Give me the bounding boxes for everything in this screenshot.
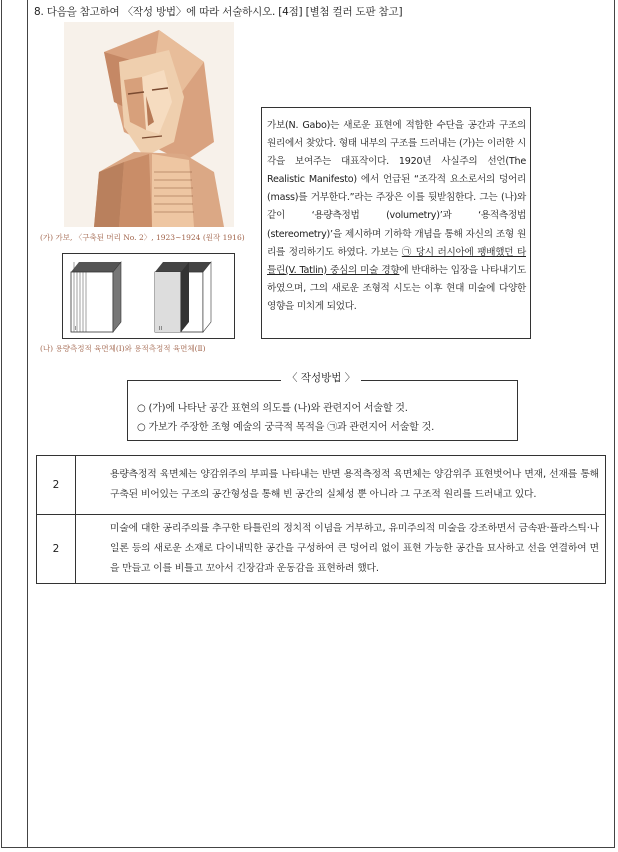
answer-text: 미술에 대한 공리주의를 추구한 타틀린의 정치적 이념을 거부하고, 유미주의적 미술을 강조하면서 금속판·플라스틱·나일론 등의 새로운 소재로 다이내믹한 공간을 구성하여 큰 덩어리 없이 표현 가능한 공간을 묘사하고 선을 연결하여 면을 만들고 이를 비틀고 꼬아서 긴장감과 운동감을 표현하려 했다. [76,515,606,584]
table-row [37,456,606,515]
answer-text: 용량측정적 육면체는 양감위주의 부피를 나타내는 반면 용적측정적 육면체는 양감위주 표현벗어나 면재, 선재를 통해 구축된 비어있는 구조의 공간형성을 통해 빈 공간의 실체성 뿐 아니라 그 구조적 원리를 드러내고 있다. [76,456,606,515]
table-row [37,515,606,584]
method-item-1: ○ (가)에 나타난 공간 표현의 의도를 (나)와 관련지어 서술할 것. [137,403,408,414]
passage-part2: 에 반대하는 입장을 나타내기도 하였으며, 그의 새로운 조형적 시도는 이후 현대 미술에 다양한 영향을 미치게 되었다. [267,264,526,312]
figure-a-caption: (가) 가보, 〈구축된 머리 No. 2〉, 1923~1924 (원작 1916) [40,233,245,242]
passage-text [267,117,526,316]
question-text: 8. 다음을 참고하여 〈작성 방법〉에 따라 서술하시오. [4점] [별첨 컬러 도판 참고] [34,6,403,18]
answer-score: 2 [37,515,76,584]
passage-box [261,107,531,339]
cubes-drawing [63,254,234,338]
method-item-2: ○ 가보가 주장한 조형 예술의 궁극적 목적을 ㉠과 관련지어 서술할 것. [137,422,435,433]
constructed-head-image [64,22,234,227]
answer-table [36,455,606,584]
cube-i-label: I [75,326,77,332]
method-title: 〈 작성방법 〉 [281,370,361,385]
margin-line [27,0,28,848]
figure-b-caption: (나) 용량측정적 육면체(Ⅰ)와 용적측정적 육면체(Ⅱ) [40,344,206,353]
cube-ii-label: II [159,326,162,332]
cubes-figure [62,253,235,339]
passage-underlined: ㉠ 당시 러시아에 팽배했던 타틀린(V. Tatlin) 중심의 미술 경향 [267,246,526,276]
answer-score: 2 [37,456,76,515]
passage-part1: 가보(N. Gabo)는 새로운 표현에 적합한 수단을 공간과 구조의 원리에서 찾았다. 형태 내부의 구조를 드러내는 (가)는 이러한 시각을 보여주는 대표작이다. 1920년 사실주의 선언(The Realistic Manifesto) 에서 언급된 “조각적 요소로서의 덩어리(mass)를 거부한다.”라는 주장은 이를 뒷받침한다. 그는 (나)와 같이 ‘용량측정법 (volumetry)’과 ‘용적측정법(stereometry)’을 제시하며 기하학 개념을 통해 자신의 조형 원리를 정리하기도 하였다. 가보는 [267,120,526,258]
